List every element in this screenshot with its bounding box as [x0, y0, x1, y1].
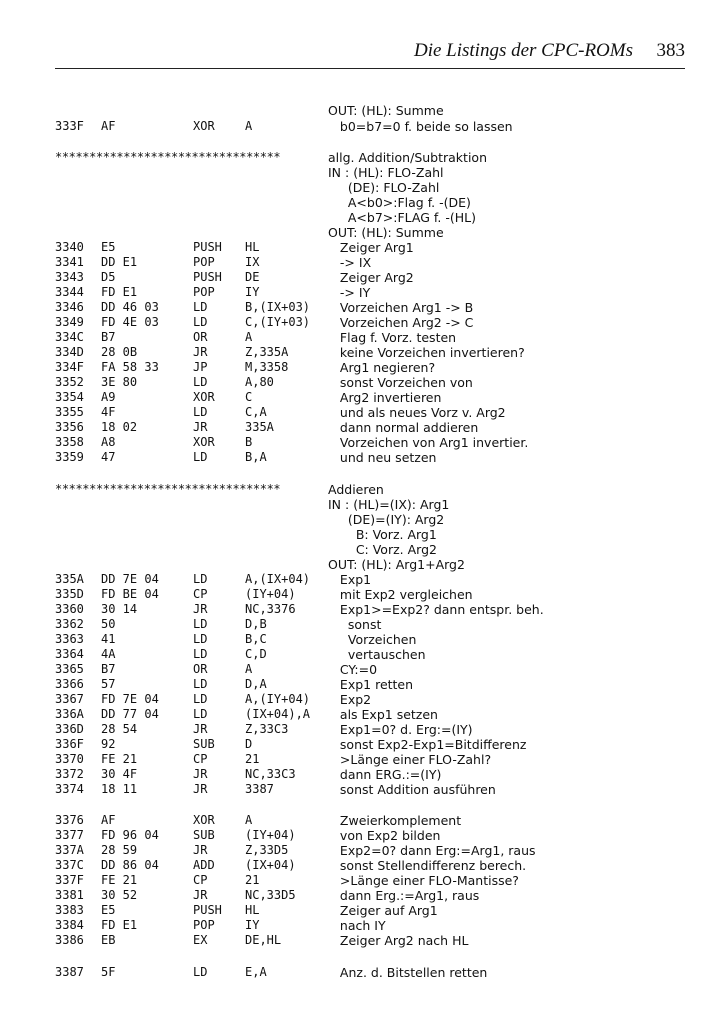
comment: OUT: (HL): Summe: [328, 103, 444, 118]
operand: B,A: [245, 450, 267, 464]
comment: und als neues Vorz v. Arg2: [328, 405, 506, 420]
mnemonic: LD: [193, 647, 208, 661]
listing-row: [0, 195, 719, 210]
listing-row: [0, 662, 719, 677]
listing-row: [0, 767, 719, 782]
mnemonic: CP: [193, 587, 208, 601]
hex-bytes: DD 7E 04: [101, 572, 159, 586]
address: 3360: [55, 602, 84, 616]
address: 3341: [55, 255, 84, 269]
operand: B,C: [245, 632, 267, 646]
hex-bytes: 4F: [101, 405, 116, 419]
address: 3359: [55, 450, 84, 464]
comment: >Länge einer FLO-Zahl?: [328, 752, 492, 767]
comment: OUT: (HL): Summe: [328, 225, 444, 240]
address: 3346: [55, 300, 84, 314]
mnemonic: LD: [193, 300, 208, 314]
listing-row: [0, 300, 719, 315]
hex-bytes: 18 11: [101, 782, 138, 796]
listing-row: [0, 873, 719, 888]
comment: Vorzeichen von Arg1 invertier.: [328, 435, 529, 450]
hex-bytes: FD BE 04: [101, 587, 159, 601]
address: 3364: [55, 647, 84, 661]
hex-bytes: D5: [101, 270, 116, 284]
address: 336A: [55, 707, 84, 721]
comment: -> IY: [328, 285, 371, 300]
comment: Arg2 invertieren: [328, 390, 442, 405]
mnemonic: CP: [193, 873, 208, 887]
listing-row: [0, 918, 719, 933]
address: 3354: [55, 390, 84, 404]
hex-bytes: FA 58 33: [101, 360, 159, 374]
listing-row: [0, 692, 719, 707]
operand: Z,33D5: [245, 843, 289, 857]
address: 334D: [55, 345, 84, 359]
operand: NC,3376: [245, 602, 296, 616]
operand: 335A: [245, 420, 274, 434]
listing-row: [0, 315, 719, 330]
listing-row: [0, 572, 719, 587]
address: 336D: [55, 722, 84, 736]
operand: D,A: [245, 677, 267, 691]
listing-row: [0, 722, 719, 737]
listing-row: [0, 617, 719, 632]
comment: IN : (HL): FLO-Zahl: [328, 165, 444, 180]
listing-row: [0, 677, 719, 692]
separator-row: [0, 150, 719, 165]
comment: Zweierkomplement: [328, 813, 462, 828]
hex-bytes: A8: [101, 435, 116, 449]
listing-row: [0, 933, 719, 948]
hex-bytes: 41: [101, 632, 116, 646]
operand: IY: [245, 285, 260, 299]
listing-row: [0, 782, 719, 797]
operand: HL: [245, 240, 260, 254]
listing-row: [0, 405, 719, 420]
comment: (DE)=(IY): Arg2: [328, 512, 445, 527]
address: 3370: [55, 752, 84, 766]
mnemonic: OR: [193, 662, 208, 676]
mnemonic: JR: [193, 888, 208, 902]
separator-row: [0, 482, 719, 497]
mnemonic: LD: [193, 707, 208, 721]
address: 3384: [55, 918, 84, 932]
hex-bytes: E5: [101, 903, 116, 917]
hex-bytes: B7: [101, 330, 116, 344]
operand: A: [245, 330, 253, 344]
address: 3343: [55, 270, 84, 284]
hex-bytes: 4A: [101, 647, 116, 661]
page-number: 383: [656, 40, 685, 61]
listing-row: [0, 240, 719, 255]
operand: Z,335A: [245, 345, 289, 359]
comment: -> IX: [328, 255, 372, 270]
comment: Zeiger Arg2: [328, 270, 414, 285]
address: 3355: [55, 405, 84, 419]
listing-row: [0, 330, 719, 345]
operand: 3387: [245, 782, 274, 796]
address: 3340: [55, 240, 84, 254]
comment: vertauschen: [328, 647, 426, 662]
hex-bytes: FE 21: [101, 752, 138, 766]
comment: Addieren: [328, 482, 384, 497]
comment: IN : (HL)=(IX): Arg1: [328, 497, 450, 512]
address: 334C: [55, 330, 84, 344]
address: 333F: [55, 119, 84, 133]
address: 3352: [55, 375, 84, 389]
mnemonic: PUSH: [193, 903, 222, 917]
hex-bytes: FD 4E 03: [101, 315, 159, 329]
comment: Vorzeichen Arg2 -> C: [328, 315, 474, 330]
operand: DE,HL: [245, 933, 282, 947]
comment: B: Vorz. Arg1: [328, 527, 437, 542]
listing-row: [0, 632, 719, 647]
comment: dann Erg.:=Arg1, raus: [328, 888, 480, 903]
mnemonic: LD: [193, 315, 208, 329]
comment: Exp1=0? d. Erg:=(IY): [328, 722, 473, 737]
listing-row: [0, 557, 719, 572]
mnemonic: EX: [193, 933, 208, 947]
comment: sonst Vorzeichen von: [328, 375, 473, 390]
hex-bytes: DD 86 04: [101, 858, 159, 872]
hex-bytes: EB: [101, 933, 116, 947]
listing-row: [0, 390, 719, 405]
comment: Zeiger Arg1: [328, 240, 414, 255]
comment: Exp2: [328, 692, 372, 707]
hex-bytes: FD 96 04: [101, 828, 159, 842]
hex-bytes: DD 77 04: [101, 707, 159, 721]
mnemonic: POP: [193, 285, 215, 299]
hex-bytes: AF: [101, 119, 116, 133]
operand: E,A: [245, 965, 267, 979]
hex-bytes: FE 21: [101, 873, 138, 887]
operand: HL: [245, 903, 260, 917]
listing-row: [0, 752, 719, 767]
hex-bytes: 28 54: [101, 722, 138, 736]
comment: allg. Addition/Subtraktion: [328, 150, 487, 165]
listing-row: [0, 497, 719, 512]
address: 337F: [55, 873, 84, 887]
operand: NC,33D5: [245, 888, 296, 902]
address: 3363: [55, 632, 84, 646]
mnemonic: JP: [193, 360, 208, 374]
comment: b0=b7=0 f. beide so lassen: [328, 119, 513, 134]
comment: Exp2=0? dann Erg:=Arg1, raus: [328, 843, 536, 858]
comment: keine Vorzeichen invertieren?: [328, 345, 525, 360]
mnemonic: LD: [193, 692, 208, 706]
mnemonic: POP: [193, 918, 215, 932]
address: 334F: [55, 360, 84, 374]
operand: IY: [245, 918, 260, 932]
mnemonic: CP: [193, 752, 208, 766]
mnemonic: LD: [193, 617, 208, 631]
mnemonic: LD: [193, 632, 208, 646]
comment: dann normal addieren: [328, 420, 479, 435]
address: 3349: [55, 315, 84, 329]
address: 337C: [55, 858, 84, 872]
comment: CY:=0: [328, 662, 378, 677]
listing-row: [0, 858, 719, 873]
page-title: Die Listings der CPC-ROMs: [413, 40, 633, 61]
comment: OUT: (HL): Arg1+Arg2: [328, 557, 465, 572]
listing-row: [0, 813, 719, 828]
hex-bytes: DD 46 03: [101, 300, 159, 314]
hex-bytes: FD 7E 04: [101, 692, 159, 706]
listing-row: [0, 360, 719, 375]
listing-row: [0, 587, 719, 602]
operand: C,D: [245, 647, 267, 661]
comment: Zeiger auf Arg1: [328, 903, 438, 918]
mnemonic: XOR: [193, 813, 215, 827]
address: 3387: [55, 965, 84, 979]
comment: (DE): FLO-Zahl: [328, 180, 440, 195]
comment: Exp1 retten: [328, 677, 414, 692]
comment: sonst Addition ausführen: [328, 782, 496, 797]
operand: A,80: [245, 375, 274, 389]
listing-row: [0, 903, 719, 918]
listing-row: [0, 103, 719, 118]
mnemonic: ADD: [193, 858, 215, 872]
listing-row: [0, 888, 719, 903]
comment: sonst: [328, 617, 382, 632]
listing-row: [0, 965, 719, 980]
address: 3374: [55, 782, 84, 796]
hex-bytes: 30 52: [101, 888, 138, 902]
operand: (IY+04): [245, 587, 296, 601]
comment: A<b0>:Flag f. -(DE): [328, 195, 471, 210]
hex-bytes: 50: [101, 617, 116, 631]
operand: A,(IY+04): [245, 692, 311, 706]
operand: C: [245, 390, 253, 404]
address: 3377: [55, 828, 84, 842]
listing-row: [0, 285, 719, 300]
mnemonic: SUB: [193, 737, 215, 751]
comment: Vorzeichen Arg1 -> B: [328, 300, 474, 315]
hex-bytes: 30 4F: [101, 767, 138, 781]
address: 3372: [55, 767, 84, 781]
hex-bytes: AF: [101, 813, 116, 827]
operand: IX: [245, 255, 260, 269]
hex-bytes: 47: [101, 450, 116, 464]
listing-row: [0, 647, 719, 662]
separator-stars: *********************************: [55, 150, 281, 164]
hex-bytes: E5: [101, 240, 116, 254]
comment: >Länge einer FLO-Mantisse?: [328, 873, 519, 888]
hex-bytes: 3E 80: [101, 375, 138, 389]
comment: C: Vorz. Arg2: [328, 542, 437, 557]
hex-bytes: 57: [101, 677, 116, 691]
operand: (IX+04),A: [245, 707, 311, 721]
listing-row: [0, 527, 719, 542]
hex-bytes: 18 02: [101, 420, 138, 434]
address: 335A: [55, 572, 84, 586]
hex-bytes: 5F: [101, 965, 116, 979]
mnemonic: PUSH: [193, 240, 222, 254]
address: 3386: [55, 933, 84, 947]
comment: Vorzeichen: [328, 632, 417, 647]
address: 3376: [55, 813, 84, 827]
hex-bytes: 92: [101, 737, 116, 751]
listing-row: [0, 210, 719, 225]
listing-row: [0, 450, 719, 465]
mnemonic: PUSH: [193, 270, 222, 284]
operand: D,B: [245, 617, 267, 631]
operand: C,(IY+03): [245, 315, 311, 329]
address: 336F: [55, 737, 84, 751]
hex-bytes: DD E1: [101, 255, 138, 269]
separator-stars: *********************************: [55, 482, 281, 496]
comment: von Exp2 bilden: [328, 828, 441, 843]
listing-row: [0, 828, 719, 843]
operand: A: [245, 662, 253, 676]
mnemonic: JR: [193, 722, 208, 736]
listing-row: [0, 180, 719, 195]
operand: (IX+04): [245, 858, 296, 872]
mnemonic: JR: [193, 420, 208, 434]
address: 3383: [55, 903, 84, 917]
mnemonic: XOR: [193, 119, 215, 133]
operand: C,A: [245, 405, 267, 419]
comment: als Exp1 setzen: [328, 707, 438, 722]
listing-row: [0, 707, 719, 722]
operand: DE: [245, 270, 260, 284]
listing-row: [0, 435, 719, 450]
operand: D: [245, 737, 253, 751]
mnemonic: LD: [193, 405, 208, 419]
comment: mit Exp2 vergleichen: [328, 587, 473, 602]
listing-row: [0, 165, 719, 180]
address: 3366: [55, 677, 84, 691]
listing-row: [0, 737, 719, 752]
listing-row: [0, 225, 719, 240]
address: 3362: [55, 617, 84, 631]
hex-bytes: 28 0B: [101, 345, 138, 359]
comment: Anz. d. Bitstellen retten: [328, 965, 488, 980]
operand: 21: [245, 752, 260, 766]
comment: Flag f. Vorz. testen: [328, 330, 457, 345]
listing-row: [0, 512, 719, 527]
hex-bytes: 30 14: [101, 602, 138, 616]
listing-row: [0, 255, 719, 270]
address: 3367: [55, 692, 84, 706]
mnemonic: XOR: [193, 390, 215, 404]
operand: A: [245, 813, 253, 827]
address: 3365: [55, 662, 84, 676]
mnemonic: OR: [193, 330, 208, 344]
comment: A<b7>:FLAG f. -(HL): [328, 210, 476, 225]
listing-row: [0, 375, 719, 390]
listing-row: [0, 542, 719, 557]
comment: Zeiger Arg2 nach HL: [328, 933, 469, 948]
mnemonic: JR: [193, 602, 208, 616]
mnemonic: LD: [193, 965, 208, 979]
operand: Z,33C3: [245, 722, 289, 736]
mnemonic: JR: [193, 767, 208, 781]
operand: A: [245, 119, 253, 133]
operand: (IY+04): [245, 828, 296, 842]
address: 3381: [55, 888, 84, 902]
mnemonic: JR: [193, 782, 208, 796]
hex-bytes: B7: [101, 662, 116, 676]
comment: und neu setzen: [328, 450, 437, 465]
listing-row: [0, 843, 719, 858]
address: 3356: [55, 420, 84, 434]
mnemonic: JR: [193, 843, 208, 857]
address: 3358: [55, 435, 84, 449]
listing-row: [0, 270, 719, 285]
hex-bytes: A9: [101, 390, 116, 404]
mnemonic: LD: [193, 375, 208, 389]
mnemonic: JR: [193, 345, 208, 359]
operand: NC,33C3: [245, 767, 296, 781]
comment: Exp1: [328, 572, 372, 587]
mnemonic: LD: [193, 677, 208, 691]
operand: B,(IX+03): [245, 300, 311, 314]
address: 335D: [55, 587, 84, 601]
operand: 21: [245, 873, 260, 887]
operand: B: [245, 435, 253, 449]
listing-row: [0, 602, 719, 617]
hex-bytes: FD E1: [101, 918, 138, 932]
listing-row: [0, 420, 719, 435]
hex-bytes: 28 59: [101, 843, 138, 857]
listing-row: [0, 345, 719, 360]
listing-row: [0, 119, 719, 134]
mnemonic: SUB: [193, 828, 215, 842]
comment: sonst Exp2-Exp1=Bitdifferenz: [328, 737, 527, 752]
comment: dann ERG.:=(IY): [328, 767, 442, 782]
mnemonic: XOR: [193, 435, 215, 449]
operand: M,3358: [245, 360, 289, 374]
operand: A,(IX+04): [245, 572, 311, 586]
address: 3344: [55, 285, 84, 299]
mnemonic: LD: [193, 572, 208, 586]
mnemonic: POP: [193, 255, 215, 269]
comment: sonst Stellendifferenz berech.: [328, 858, 527, 873]
comment: Arg1 negieren?: [328, 360, 436, 375]
address: 337A: [55, 843, 84, 857]
mnemonic: LD: [193, 450, 208, 464]
comment: nach IY: [328, 918, 386, 933]
hex-bytes: FD E1: [101, 285, 138, 299]
comment: Exp1>=Exp2? dann entspr. beh.: [328, 602, 544, 617]
